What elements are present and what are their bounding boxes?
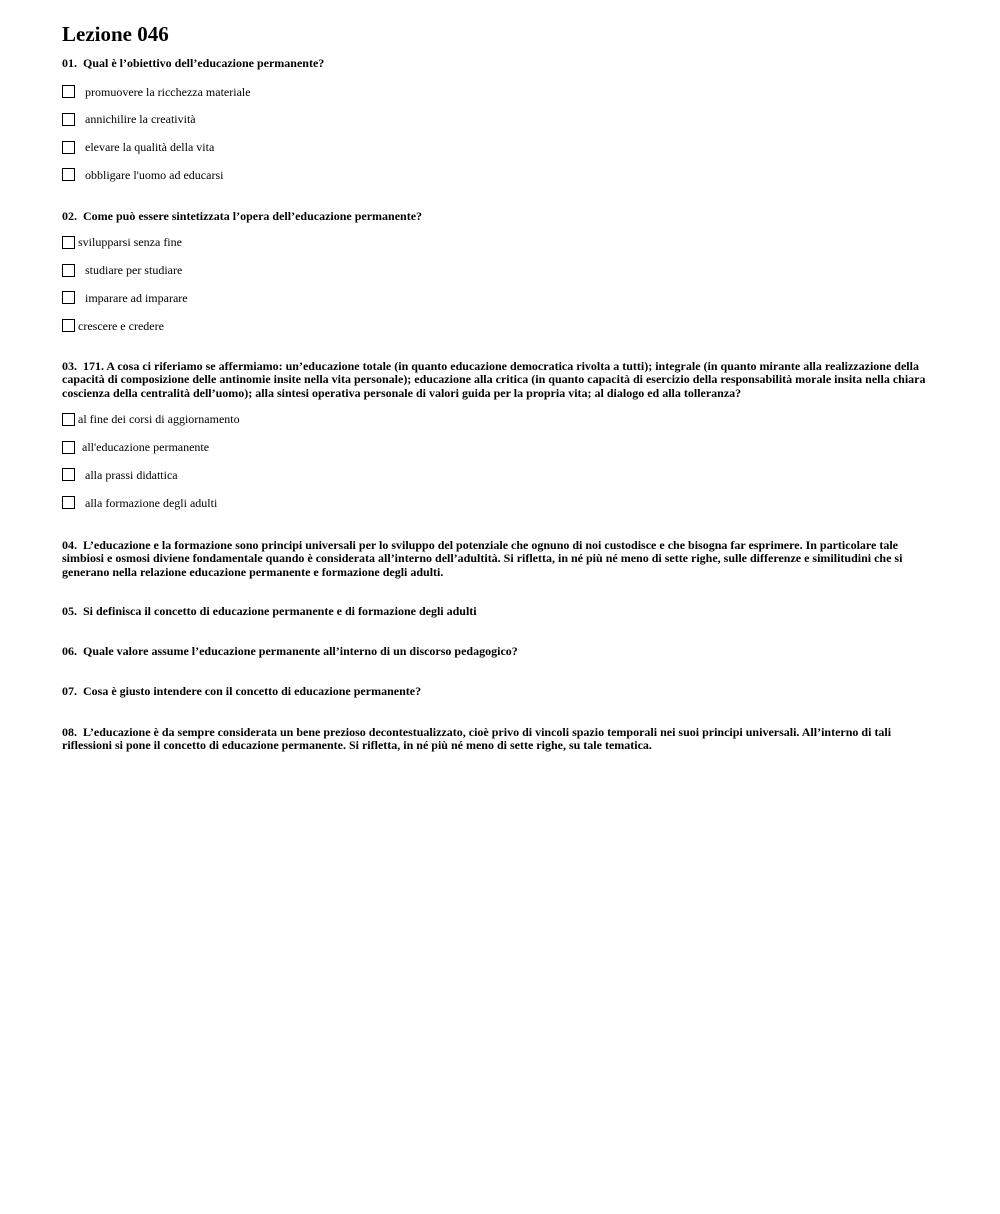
answer-option[interactable] <box>62 84 942 100</box>
option-label: imparare ad imparare <box>85 290 188 305</box>
option-label: alla formazione degli adulti <box>85 495 218 510</box>
question-number: 04. <box>62 537 77 552</box>
question-text <box>62 726 942 753</box>
question-body: 171. A cosa ci riferiamo se affermiamo: un’educazione totale (in quanto educazione democratica rivolta a tutti); integrale (in quanto mirante alla realizzazione della capacità di composizione delle antinomie insite nella vita personale); educazione alla critica (in quanto capacità di esercizio della responsabilità morale insita nella chiara coscienza della centralità dell’uomo); alla sintesi operativa personale di valori guida per la propria vita; al dialogo ed alla tolleranza? <box>62 358 926 400</box>
option-label: all'educazione permanente <box>82 440 210 455</box>
question-text <box>62 360 942 401</box>
question-number: 08. <box>62 724 77 739</box>
question-text <box>62 57 942 71</box>
question-text <box>62 605 942 619</box>
answer-option[interactable] <box>62 439 942 455</box>
answer-option[interactable] <box>62 234 942 250</box>
checkbox[interactable] <box>62 496 75 509</box>
question-text <box>62 685 942 699</box>
checkbox[interactable] <box>62 441 75 454</box>
question-text <box>62 210 942 224</box>
question-07 <box>62 685 942 699</box>
answer-option[interactable] <box>62 467 942 483</box>
option-label: alla prassi didattica <box>85 467 178 482</box>
question-04 <box>62 539 942 580</box>
question-05 <box>62 605 942 619</box>
checkbox[interactable] <box>62 236 75 249</box>
question-body: Si definisca il concetto di educazione permanente e di formazione degli adulti <box>83 604 477 619</box>
question-body: Qual è l’obiettivo dell’educazione permanente? <box>83 56 325 70</box>
question-number: 05. <box>62 604 77 619</box>
question-06 <box>62 645 942 659</box>
option-label: obbligare l'uomo ad educarsi <box>85 167 224 182</box>
option-label: svilupparsi senza fine <box>78 235 182 250</box>
option-label: elevare la qualità della vita <box>85 140 215 155</box>
question-number: 03. <box>62 358 77 373</box>
checkbox[interactable] <box>62 113 75 126</box>
question-01 <box>62 57 942 183</box>
checkbox[interactable] <box>62 168 75 181</box>
question-body: L’educazione è da sempre considerata un bene prezioso decontestualizzato, cioè privo di vincoli spazio temporali nei suoi principi universali. All’interno di tali riflessioni si pone il concetto di educazione permanente. Si rifletta, in né più né meno di sette righe, su tale tematica. <box>62 724 892 753</box>
answer-option[interactable] <box>62 167 942 183</box>
question-08 <box>62 726 942 753</box>
answer-option[interactable] <box>62 262 942 278</box>
question-03 <box>62 360 942 511</box>
checkbox[interactable] <box>62 413 75 426</box>
checkbox[interactable] <box>62 85 75 98</box>
question-body: Cosa è giusto intendere con il concetto di educazione permanente? <box>83 684 422 699</box>
question-number: 01. <box>62 56 77 70</box>
answer-option[interactable] <box>62 495 942 511</box>
answer-option[interactable] <box>62 318 942 334</box>
answer-option[interactable] <box>62 411 942 427</box>
answer-option[interactable] <box>62 111 942 127</box>
option-label: al fine dei corsi di aggiornamento <box>78 412 240 427</box>
checkbox[interactable] <box>62 264 75 277</box>
question-number: 06. <box>62 644 77 659</box>
question-body: L’educazione e la formazione sono principi universali per lo sviluppo del potenziale che ognuno di noi custodisce e che bisogna far esprimere. In particolare tale simbiosi e osmosi diviene fondamentale quando è considerata all’interno dell’adultità. Si rifletta, in né più né meno di sette righe, sulle differenze e similitudini che si generano nella relazione educazione permanente e formazione degli adulti. <box>62 537 903 579</box>
option-label: annichilire la creatività <box>85 112 196 127</box>
checkbox[interactable] <box>62 468 75 481</box>
page-title: Lezione 046 <box>62 22 169 46</box>
checkbox[interactable] <box>62 291 75 304</box>
option-label: studiare per studiare <box>85 263 183 278</box>
checkbox[interactable] <box>62 141 75 154</box>
answer-option[interactable] <box>62 290 942 306</box>
question-text <box>62 645 942 659</box>
question-text <box>62 539 942 580</box>
option-label: crescere e credere <box>78 318 164 333</box>
question-body: Come può essere sintetizzata l’opera dell’educazione permanente? <box>83 208 423 223</box>
question-number: 02. <box>62 208 77 223</box>
answer-option[interactable] <box>62 139 942 155</box>
question-02 <box>62 210 942 334</box>
checkbox[interactable] <box>62 319 75 332</box>
document-page <box>62 22 942 753</box>
question-body: Quale valore assume l’educazione permanente all’interno di un discorso pedagogico? <box>83 644 518 659</box>
question-number: 07. <box>62 684 77 699</box>
option-label: promuovere la ricchezza materiale <box>85 84 251 99</box>
